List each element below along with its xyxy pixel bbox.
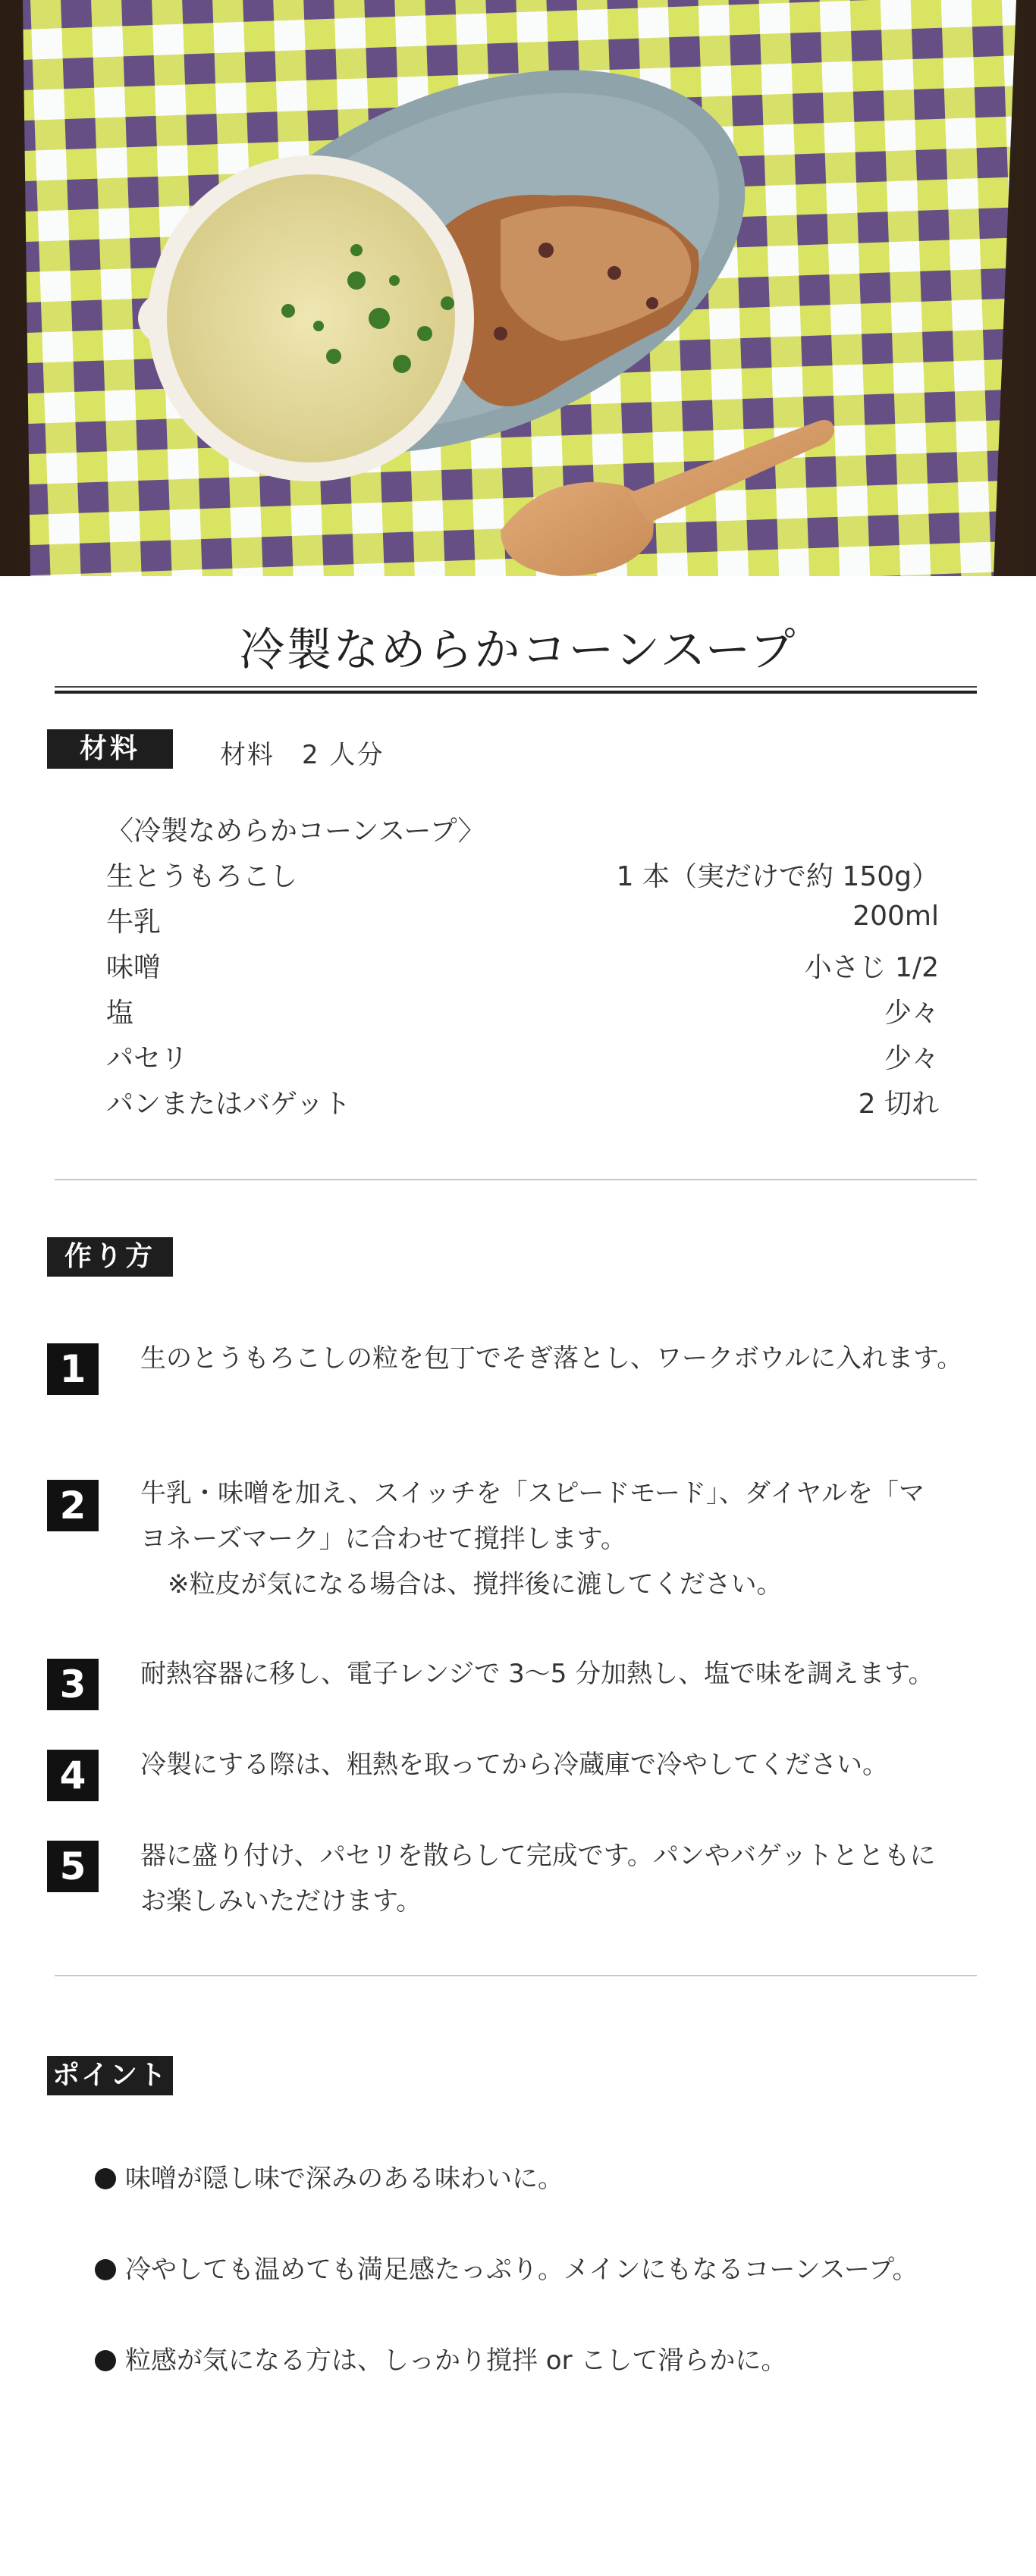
ingredient-name: 牛乳	[106, 907, 162, 938]
step-line: 生のとうもろこしの粒を包丁でそぎ落とし、ワークボウルに入れます。	[140, 1343, 963, 1374]
point-text: 味噌が隠し味で深みのある味わいに。	[125, 2164, 564, 2194]
ingredient-qty: 少々	[884, 998, 939, 1029]
points-label: ポイント	[47, 2056, 173, 2095]
step-line: お楽しみいただけます。	[140, 1886, 422, 1916]
ingredient-row	[106, 946, 939, 982]
step-text	[140, 1742, 982, 1788]
ingredient-name: パンまたはバゲット	[106, 1089, 351, 1120]
section-divider	[55, 1975, 977, 1976]
step-number: 5	[47, 1841, 99, 1892]
step-number: 2	[47, 1480, 99, 1531]
ingredient-qty: 少々	[884, 1043, 939, 1074]
method-label: 作り方	[47, 1237, 173, 1277]
ingredient-qty: 200ml	[852, 901, 939, 932]
ingredient-name: 味噌	[106, 952, 162, 983]
point-item	[95, 2339, 786, 2377]
bullet-icon	[95, 2350, 116, 2371]
hero-photo	[0, 0, 1036, 576]
step-line: 冷製にする際は、粗熱を取ってから冷蔵庫で冷やしてください。	[140, 1750, 888, 1780]
point-item	[95, 2158, 564, 2195]
step-number: 3	[47, 1659, 99, 1710]
point-text: 粒感が気になる方は、しっかり撹拌 or こして滑らかに。	[125, 2346, 787, 2376]
step-line: 牛乳・味噌を加え、スイッチを「スピードモード」、ダイヤルを「マ	[140, 1478, 925, 1509]
bullet-icon	[95, 2259, 116, 2280]
ingredient-row	[106, 1037, 939, 1073]
ingredient-qty: 1 本（実だけで約 150g）	[616, 861, 939, 892]
step-text	[140, 1471, 982, 1607]
step-number: 4	[47, 1750, 99, 1801]
ingredient-qty: 小さじ 1/2	[804, 952, 939, 983]
serving-size: 材料 2 人分	[220, 740, 385, 770]
page-title: 冷製なめらかコーンスープ	[239, 624, 797, 677]
step-note: ※粒皮が気になる場合は、撹拌後に漉してください。	[168, 1569, 783, 1600]
step-number: 1	[47, 1343, 99, 1395]
point-text: 冷やしても温めても満足感たっぷり。メインにもなるコーンスープ。	[125, 2255, 918, 2285]
ingredient-name: 生とうもろこし	[106, 861, 298, 892]
ingredient-row	[106, 901, 939, 937]
step-text	[140, 1336, 982, 1381]
step-text	[140, 1833, 982, 1924]
ingredient-qty: 2 切れ	[858, 1089, 939, 1120]
step-line: ヨネーズマーク」に合わせて撹拌します。	[140, 1524, 626, 1554]
section-divider	[55, 1179, 977, 1180]
ingredient-row	[106, 855, 939, 892]
point-item	[95, 2249, 918, 2286]
ingredient-row	[106, 992, 939, 1028]
title-divider	[55, 686, 977, 694]
ingredient-row	[106, 1083, 939, 1119]
bullet-icon	[95, 2168, 116, 2189]
step-line: 耐熱容器に移し、電子レンジで 3〜5 分加熱し、塩で味を調えます。	[140, 1659, 934, 1689]
ingredient-name: パセリ	[106, 1043, 189, 1074]
step-text	[140, 1651, 982, 1697]
ingredient-group-title: 〈冷製なめらかコーンスープ〉	[106, 816, 485, 847]
ingredients-label: 材料	[47, 729, 173, 769]
ingredient-name: 塩	[106, 998, 134, 1029]
step-line: 器に盛り付け、パセリを散らして完成です。パンやバゲットとともに	[140, 1841, 936, 1871]
